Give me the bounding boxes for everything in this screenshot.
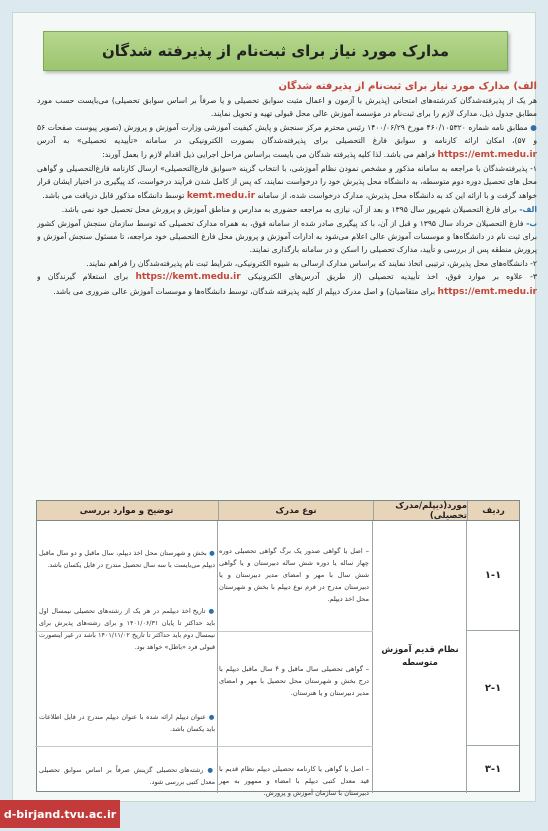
paragraph-1-end: فراهم می باشد. لذا کلیه پذیرفته شدگان می بایست براساس مراحل اجرایی ذیل اقدام لازم را بعمل آورند:: [102, 149, 436, 159]
row-number-1: ۱-۱: [467, 521, 519, 631]
desc-item-4: [39, 764, 215, 804]
header-level: مورد(دیپلم/مدرک تحصیلی): [373, 501, 467, 520]
paragraph-3: [37, 203, 537, 216]
table-header-row: [37, 501, 519, 521]
page-title: مدارک مورد نیاز برای ثبت‌نام از پذیرفته شدگان: [101, 42, 450, 60]
table-body: [37, 521, 519, 797]
paragraph-5: ۲- دانشگاه‌های محل پذیرش، ترتیبی اتخاذ نمایند که براساس مدارک ارسالی به شیوه الکترونیکی، شرایط ثبت نام پذیرفته‌شدگان را فراهم نمایند.: [86, 258, 537, 268]
header-row-no: ردیف: [467, 501, 519, 520]
documents-table: [36, 500, 520, 797]
emt-https-link[interactable]: https://emt.medu.ir: [437, 286, 537, 297]
paragraph-2-end: توسط دانشگاه مذکور قابل دریافت می باشد.: [42, 190, 185, 200]
doc-type-1: – اصل یا گواهی صدور یک برگ گواهی تحصیلی دوره چهار ساله یا دوره شش ساله دبیرستان و یا گواهی شش سال با مهر و امضای مدیر دبیرستان و یا دبیرستان مدرج در فرم نوع دیپلم با بخش و شهرستان محل اخذ دیپلم.: [219, 547, 369, 603]
paragraph-1-text: مطابق نامه شماره ۴۶۰/۱۰۵۳۲۰ مورخ ۱۴۰۰/۰۶/۲۹ رئیس محترم مرکز سنجش و پایش کیفیت آموزشی وزارت آموزش و پرورش (تصویر پیوست صفحات ۵۶ و ۵۷)، امکان ارائه کارنامه و سوابق فارغ التحصیلی برای پذیرفته‌شدگان بصورت الکترونیکی در سامانه «تأییدیه تحصیلی» به آدرس: [37, 122, 537, 146]
paragraph-1: [37, 121, 537, 162]
paragraph-6-end: برای متقاضیان) و اصل مدرک دیپلم از کلیه پذیرفته شدگان، توسط دانشگاه‌ها و موسسات آموزش عالی ضروری می باشد.: [53, 286, 436, 296]
desc-text-1: بخش و شهرستان محل اخذ دیپلم، سال ماقبل و دو سال ماقبل دیپلم می‌بایست با سه سال تحصیل مندرج در فایل یکسان باشد.: [39, 549, 215, 569]
row-number-2: ۲-۱: [467, 631, 519, 746]
desc-text-3: عنوان دیپلم ارائه شده با عنوان دیپلم مندرج در فایل اطلاعات باید یکسان باشد.: [39, 713, 215, 733]
bullet-icon: ●: [206, 549, 216, 557]
doc-type-2: – گواهی تحصیلی سال ماقبل و ۴ سال ماقبل دیپلم با درج بخش و شهرستان محل تحصیل با مهر و امضای مدیر دبیرستان و یا هنرستان.: [219, 665, 370, 697]
paragraph-4: [37, 217, 537, 257]
paragraph-6: [37, 270, 537, 299]
kemt-link[interactable]: kemt.medu.ir: [186, 190, 256, 201]
section-heading: الف) مدارک مورد نیاز برای ثبت‌نام از پذیرفته شدگان: [278, 81, 537, 92]
bullet-icon: ●: [530, 122, 537, 132]
bullet-icon: ●: [206, 713, 215, 721]
paragraph-6-mid: برای استعلام گیرندگان و: [37, 272, 129, 282]
site-domain-tag[interactable]: d-birjand.tvu.ac.ir: [0, 800, 120, 828]
intro-paragraph: هر یک از پذیرفته‌شدگان کدرشته‌های امتحانی (پذیرش با آزمون و اعمال مثبت سوابق تحصیلی و یا صرفاً بر اساس سوابق تحصیلی) می‌بایست حسب مورد مطابق جدول ذیل، مدارک لازم را برای ثبت‌نام در مؤسسه آموزش عالی محل قبولی تهیه و تحویل نمایند.: [37, 96, 537, 119]
paragraph-4-text: فارغ التحصیلان خرداد سال ۱۳۹۵ و قبل از آن، با کد پیگیری صادر شده از سامانه فوق، به همراه مدارک تحصیلی که توسط سازمان سنجش آموزش کشور برای ثبت نام در دانشگاه‌ها و موسسات آموزش عالی اعلام می‌شود به ادارات آموزش و پرورش محل فارغ التحصیلی خود مراجعه، تا مسئول سنجش آموزش و پرورش منطقه پس از بررسی و تأیید، مدارک تحصیلی را اسکن و در سامانه بارگذاری نمایند.: [37, 218, 537, 255]
desc-item-2: [39, 605, 215, 709]
row-number-3: ۳-۱: [484, 764, 502, 775]
kemt-https-link[interactable]: https://kemt.medu.ir: [135, 272, 241, 283]
desc-item-1: [39, 547, 215, 587]
paragraph-2: [37, 162, 537, 203]
level-cell: نظام قدیم آموزش متوسطه: [381, 645, 459, 668]
doc-type-3: – اصل یا گواهی یا کارنامه تحصیلی دیپلم نظام قدیم با قید معدل کتبی دیپلم با امضاء و ممهور به مهر دبیرستان با سازمان آموزش و پرورش.: [219, 765, 369, 797]
header-doc-type: نوع مدرک: [218, 501, 373, 520]
desc-text-2: تاریخ اخذ دیپلمم در هر یک از رشته‌های تحصیلی نیمسال اول باید حداکثر تا پایان ۱۴۰۱/۰۶/۳۱ و برای رشته‌های پذیرش برای نیمسال دوم باید حداکثر تا تاریخ ۱۴۰۱/۱۱/۰۲ باشد در غیر اینصورت قبولی فرد «باطل» خواهد بود.: [39, 607, 216, 651]
item-label-be: ب-: [526, 218, 537, 228]
paragraph-6-text: ۳- علاوه بر موارد فوق، اخذ تأییدیه تحصیلی (از طریق آدرس‌های الکترونیکی: [247, 272, 537, 282]
title-banner: [43, 31, 508, 71]
desc-item-3: [39, 711, 215, 741]
bullet-icon: ●: [205, 607, 216, 615]
bullet-icon: ●: [203, 766, 215, 774]
paragraph-2-text: ۱- پذیرفته‌شدگان با مراجعه به سامانه مذکور و مشخص نمودن نظام آموزشی، با انتخاب گزینه «سوابق فارغ‌التحصیلی» ارسال کارنامه فارغ‌التحصیلی و گواهی محل های تحصیل دوره دوم متوسطه، به دانشگاه محل پذیرش خود را درخواست نمایند، که پس از کامل شدن فرآیند درخواست، کد پیگیری در اختیار ایشان قرار خواهد گرفت و با ارائه این کد به دانشگاه محل پذیرش، مدارک درخواست شده، از سامانه: [37, 164, 537, 200]
paragraph-3-text: برای فارغ التحصیلان شهریور سال ۱۳۹۵ و بعد از آن، نیازی به مراجعه حضوری به مدارس و مناطق آموزش و پرورش محل تحصیل خود نمی باشد.: [61, 205, 517, 215]
desc-text-4: رشته‌های تحصیلی گزینش صرفاً بر اساس سوابق تحصیلی معدل کتبی بررسی شود.: [39, 766, 215, 786]
header-desc: توضیح و موارد بررسی: [79, 505, 174, 516]
body-text: [37, 79, 537, 509]
emt-link[interactable]: https://emt.medu.ir: [437, 149, 537, 160]
column-divider: [217, 521, 218, 793]
item-label-alef: الف-: [519, 205, 537, 215]
